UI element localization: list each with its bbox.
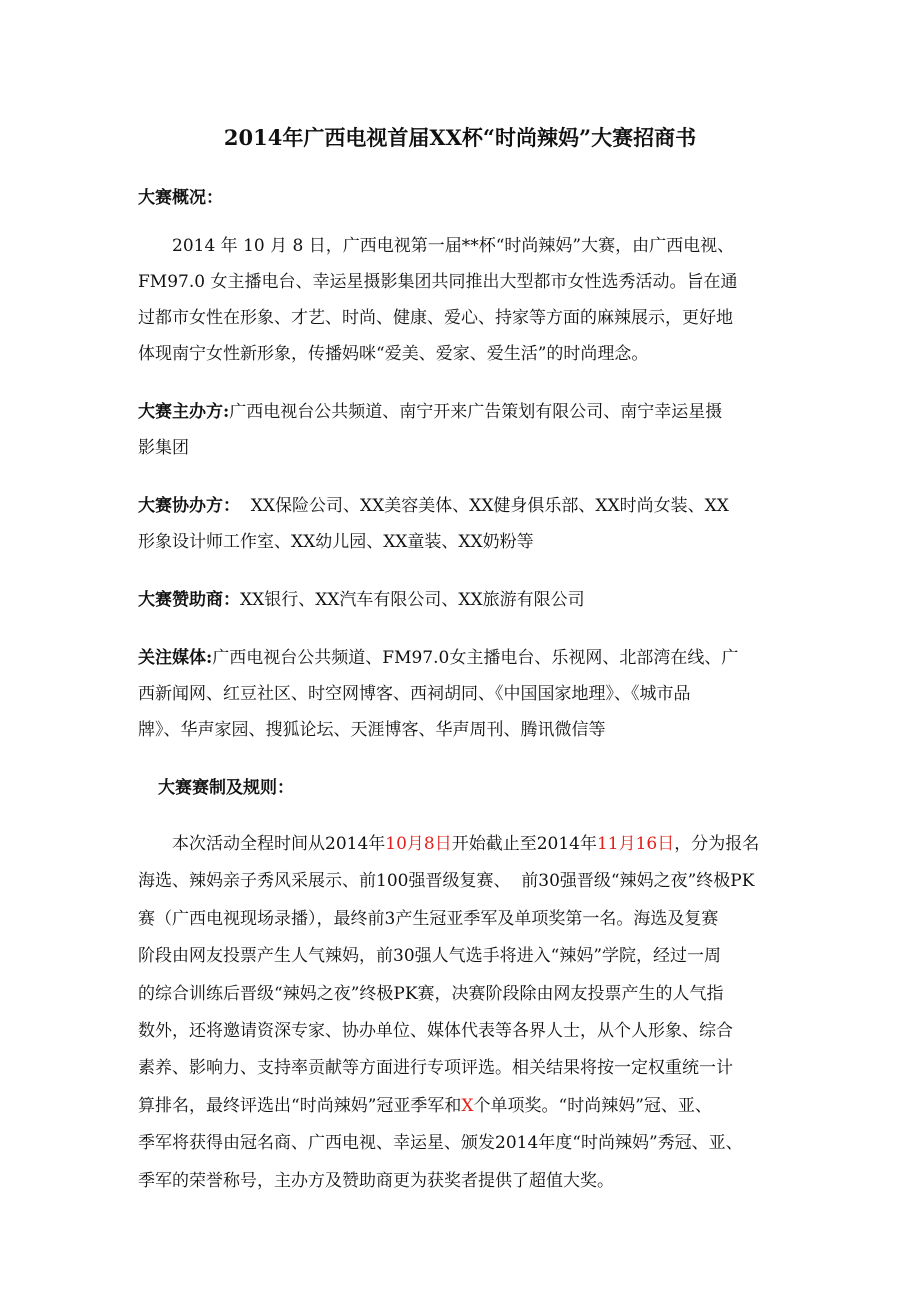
sponsor-text: XX银行、XX汽车有限公司、XX旅游有限公司 [240,590,585,610]
overview-line: 2014 年 10 月 8 日，广西电视第一届**杯“时尚辣妈”大赛，由广西电视、 [172,236,735,256]
rules-line: 的综合训练后晋级“辣妈之夜”终极PK赛，决赛阶段除由网友投票产生的人气指 [138,983,724,1004]
co-organizer-text: XX保险公司、XX美容美体、XX健身俱乐部、XX时尚女装、XX [240,496,729,516]
overview-line: 体现南宁女性新形象，传播妈咪“爱美、爱家、爱生活”的时尚理念。 [138,344,649,364]
rules-text: 个单项奖。“时尚辣妈”冠、亚、 [473,1095,712,1116]
overview-line: 过都市女性在形象、才艺、时尚、健康、爱心、持家等方面的麻辣展示，更好地 [138,308,733,328]
start-date: 10月8日 [385,834,452,854]
rules-text: 算排名，最终评选出“时尚辣妈”冠亚季军和 [138,1095,462,1116]
co-organizer-section [138,488,788,560]
rules-line: 海选、辣妈亲子秀风采展示、前100强晋级复赛、 前30强晋级“辣妈之夜”终极PK [138,871,755,892]
organizer-text: 影集团 [138,438,189,458]
rules-line: 数外，还将邀请资深专家、协办单位、媒体代表等各界人士，从个人形象、综合 [138,1021,733,1042]
media-text: 牌》、华声家园、搜狐论坛、天涯博客、华声周刊、腾讯微信等 [138,720,606,740]
overview-line: FM97.0 女主播电台、幸运星摄影集团共同推出大型都市女性选秀活动。旨在通 [138,272,738,292]
co-organizer-label: 大赛协办方： [138,496,240,516]
rules-label: 大赛赛制及规则： [158,778,294,798]
rules-line: 素养、影响力、支持率贡献等方面进行专项评选。相关结果将按一定权重统一计 [138,1058,733,1079]
award-count: X [461,1095,474,1116]
media-section [138,640,788,748]
rules-line: 季军将获得由冠名商、广西电视、幸运星、颁发2014年度“时尚辣妈”秀冠、亚、 [138,1133,743,1154]
organizer-text: 广西电视台公共频道、南宁开来广告策划有限公司、南宁幸运星摄 [229,402,723,422]
co-organizer-text: 形象设计师工作室、XX幼儿园、XX童装、XX奶粉等 [138,532,534,552]
rules-paragraph [138,826,788,1200]
rules-section [158,770,808,806]
rules-text: 开始截止至2014年 [451,834,597,854]
end-date: 11月16日 [596,834,675,854]
organizer-section [138,394,788,466]
rules-line: 季军的荣誉称号，主办方及赞助商更为获奖者提供了超值大奖。 [138,1170,614,1191]
rules-line: 赛（广西电视现场录播），最终前3产生冠亚季军及单项奖第一名。海选及复赛 [138,908,719,929]
media-text: 广西电视台公共频道、FM97.0女主播电台、乐视网、北部湾在线、广 [212,648,739,668]
overview-label: 大赛概况： [138,188,223,208]
rules-text: 本次活动全程时间从2014年 [172,834,386,854]
rules-text: ，分为报名 [674,834,760,854]
overview-section [138,180,788,216]
organizer-label: 大赛主办方: [138,402,230,422]
media-text: 西新闻网、红豆社区、时空网博客、西祠胡同、《中国国家地理》、《城市品 [138,684,691,704]
sponsor-section [138,582,788,618]
overview-paragraph [138,228,788,372]
rules-line: 阶段由网友投票产生人气辣妈，前30强人气选手将进入“辣妈”学院，经过一周 [138,946,722,967]
sponsor-label: 大赛赞助商： [138,590,240,610]
document-title: 2014年广西电视首届XX杯“时尚辣妈”大赛招商书 [223,125,697,150]
media-label: 关注媒体: [138,648,213,668]
